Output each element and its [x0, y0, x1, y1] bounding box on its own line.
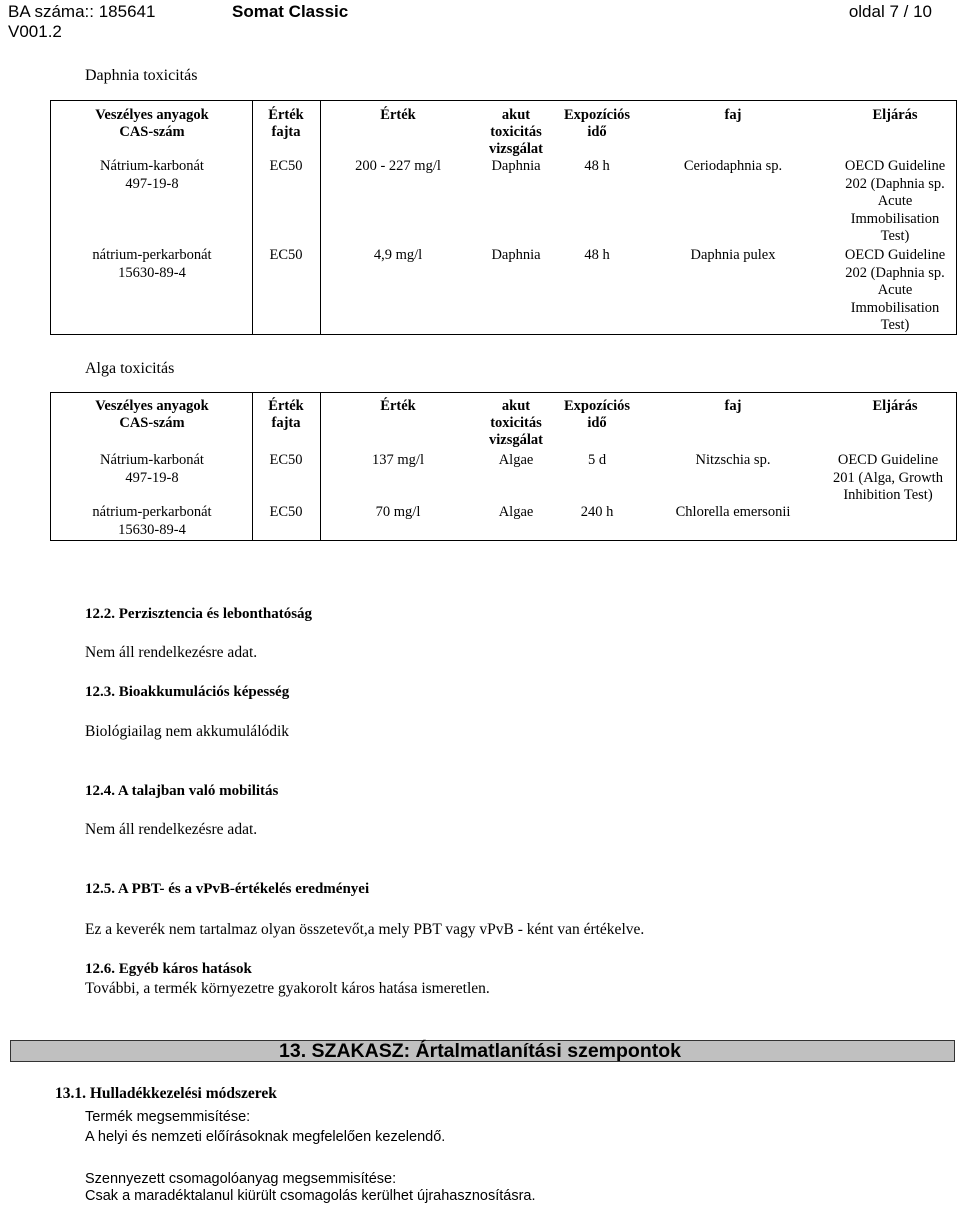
header-species	[725, 398, 742, 415]
method-line: OECD Guideline	[837, 452, 939, 468]
cell-value-type: EC50	[269, 247, 303, 263]
method-line: Acute	[877, 282, 913, 298]
product-disposal-label: Termék megsemmisítése:	[85, 1109, 251, 1125]
cas-number: 497-19-8	[125, 469, 179, 486]
cell-exposure: 48 h	[584, 158, 610, 174]
header-line: vizsgálat	[489, 432, 543, 448]
header-line: Érték	[268, 107, 304, 123]
cell-value: 137 mg/l	[372, 452, 424, 468]
header-line: vizsgálat	[489, 141, 543, 157]
header-line: faj	[724, 398, 742, 414]
packaging-disposal-label: Szennyezett csomagolóanyag megsemmisítése:	[85, 1171, 397, 1187]
method-line: 202 (Daphnia sp.	[845, 175, 945, 192]
header-line: toxicitás	[490, 124, 542, 140]
header-line: CAS-szám	[119, 415, 185, 431]
method-line: 201 (Alga, Growth	[833, 469, 943, 486]
daphnia-toxicity-table	[50, 100, 957, 335]
header-line: Veszélyes anyagok	[95, 107, 209, 123]
bioaccumulation-heading: 12.3. Bioakkumulációs képesség	[85, 684, 290, 700]
product-name: Somat Classic	[232, 2, 349, 21]
header-exposure	[564, 398, 630, 432]
header-line: Expozíciós	[563, 398, 631, 414]
header-line: akut	[501, 398, 531, 414]
cell-substance	[92, 247, 211, 282]
header-substance	[95, 107, 208, 141]
header-line: Érték	[380, 107, 416, 123]
column-divider	[252, 393, 253, 540]
mobility-text: Nem áll rendelkezésre adat.	[85, 821, 258, 838]
cell-method	[845, 158, 945, 246]
algae-toxicity-table	[50, 392, 957, 541]
other-effects-text: További, a termék környezetre gyakorolt káros hatása ismeretlen.	[85, 980, 490, 997]
header-line: toxicitás	[490, 415, 542, 431]
header-line: Eljárás	[872, 398, 918, 414]
column-divider	[320, 393, 321, 540]
cell-species: Nitzschia sp.	[695, 452, 771, 468]
version: V001.2	[8, 22, 62, 41]
cas-number: 15630-89-4	[118, 264, 186, 281]
cell-test: Algae	[498, 452, 534, 468]
ba-number: BA száma:: 185641	[8, 2, 156, 21]
header-value-type	[268, 398, 303, 432]
header-value	[380, 398, 415, 415]
header-line: idő	[587, 124, 607, 140]
header-substance	[95, 398, 208, 432]
cell-test: Algae	[498, 504, 534, 520]
method-line: 202 (Daphnia sp.	[845, 264, 945, 281]
cell-value-type: EC50	[269, 158, 303, 174]
method-line: Test)	[880, 317, 910, 333]
method-line: Immobilisation	[850, 299, 940, 316]
cell-exposure: 48 h	[584, 247, 610, 263]
other-effects-heading: 12.6. Egyéb káros hatások	[85, 961, 252, 977]
persistence-heading: 12.2. Perzisztencia és lebonthatóság	[85, 606, 313, 622]
bioaccumulation-text: Biológiailag nem akkumulálódik	[85, 723, 290, 740]
header-test	[489, 107, 543, 158]
cell-test: Daphnia	[491, 158, 541, 174]
header-species	[725, 107, 742, 124]
cell-value: 70 mg/l	[375, 504, 421, 520]
product-disposal-text: A helyi és nemzeti előírásoknak megfelelően kezelendő.	[85, 1129, 446, 1145]
header-method	[872, 107, 917, 124]
header-value	[380, 107, 415, 124]
header-line: Érték	[268, 398, 304, 414]
header-line: Érték	[380, 398, 416, 414]
cell-exposure: 240 h	[580, 504, 614, 520]
header-line: fajta	[271, 124, 301, 140]
substance-name: nátrium-perkarbonát	[92, 504, 212, 520]
cell-value: 200 - 227 mg/l	[355, 158, 441, 174]
header-line: faj	[724, 107, 742, 123]
header-line: fajta	[271, 415, 301, 431]
cell-species: Daphnia pulex	[690, 247, 776, 263]
method-line: OECD Guideline	[844, 158, 946, 174]
header-line: akut	[501, 107, 531, 123]
packaging-disposal-text: Csak a maradéktalanul kiürült csomagolás kerülhet újrahasznosításra.	[85, 1188, 536, 1204]
method-line: Test)	[880, 228, 910, 244]
cell-substance	[100, 158, 204, 193]
header-line: Expozíciós	[563, 107, 631, 123]
header-line: Eljárás	[872, 107, 918, 123]
header-method	[872, 398, 917, 415]
algae-toxicity-title: Alga toxicitás	[85, 360, 175, 377]
cell-value-type: EC50	[269, 504, 303, 520]
daphnia-toxicity-title: Daphnia toxicitás	[85, 67, 198, 84]
header-exposure	[564, 107, 630, 141]
substance-name: Nátrium-karbonát	[100, 452, 204, 468]
substance-name: Nátrium-karbonát	[100, 158, 204, 174]
cell-test: Daphnia	[491, 247, 541, 263]
cell-substance	[100, 452, 204, 487]
cell-substance	[92, 504, 211, 539]
method-line: Acute	[877, 193, 913, 209]
page-indicator: oldal 7 / 10	[848, 2, 932, 21]
header-line: Veszélyes anyagok	[95, 398, 209, 414]
persistence-text: Nem áll rendelkezésre adat.	[85, 644, 258, 661]
header-value-type	[268, 107, 303, 141]
section-13-title: 13. SZAKASZ: Ártalmatlanítási szempontok	[279, 1040, 681, 1062]
method-line: OECD Guideline	[844, 247, 946, 263]
method-line: Immobilisation	[850, 210, 940, 227]
cas-number: 15630-89-4	[118, 521, 186, 538]
cell-value-type: EC50	[269, 452, 303, 468]
header-line: idő	[587, 415, 607, 431]
cell-method	[845, 247, 945, 335]
cell-value: 4,9 mg/l	[373, 247, 423, 263]
method-line: Inhibition Test)	[843, 487, 933, 503]
cas-number: 497-19-8	[125, 175, 179, 192]
cell-species: Ceriodaphnia sp.	[683, 158, 783, 174]
column-divider	[252, 101, 253, 334]
waste-treatment-heading: 13.1. Hulladékkezelési módszerek	[55, 1085, 277, 1102]
cell-method	[833, 452, 943, 505]
header-line: CAS-szám	[119, 124, 185, 140]
mobility-heading: 12.4. A talajban való mobilitás	[85, 783, 279, 799]
column-divider	[320, 101, 321, 334]
pbt-text: Ez a keverék nem tartalmaz olyan összetevőt,a mely PBT vagy vPvB - ként van értékelve.	[85, 921, 645, 938]
cell-exposure: 5 d	[587, 452, 607, 468]
pbt-heading: 12.5. A PBT- és a vPvB-értékelés eredményei	[85, 881, 370, 897]
header-test	[489, 398, 543, 449]
cell-species: Chlorella emersonii	[675, 504, 791, 520]
substance-name: nátrium-perkarbonát	[92, 247, 212, 263]
